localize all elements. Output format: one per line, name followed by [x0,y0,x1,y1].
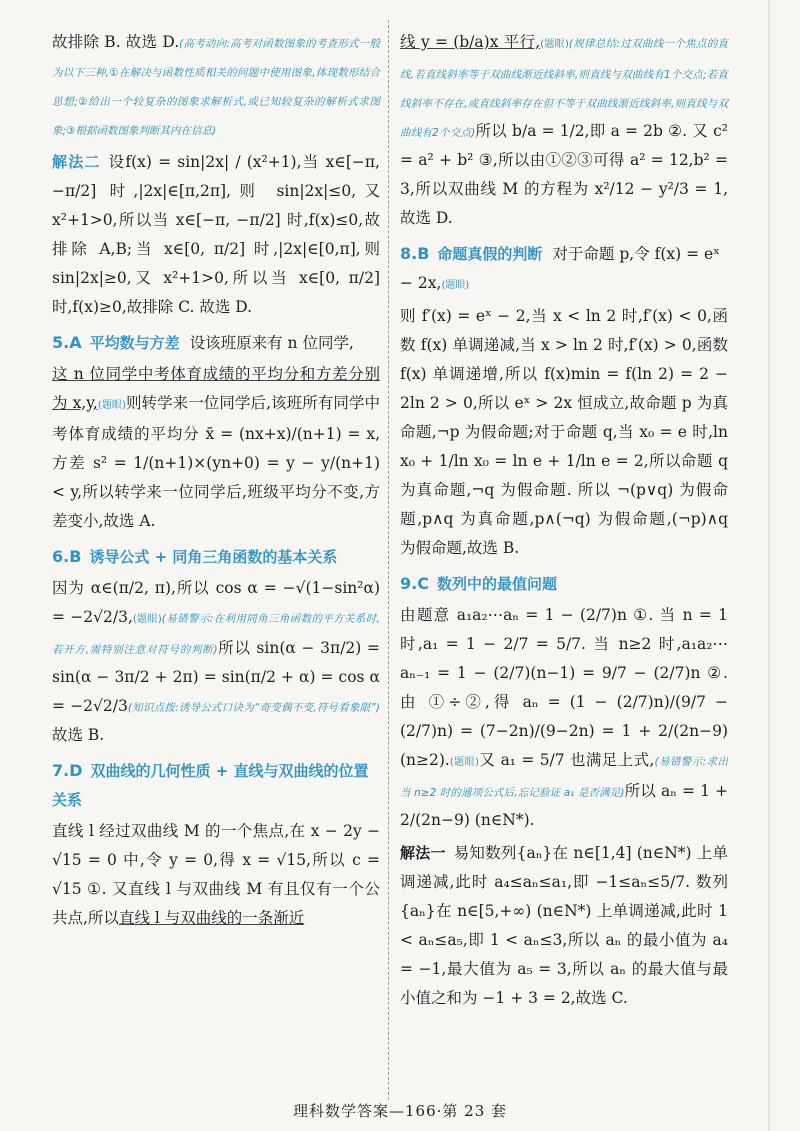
q6-heading [52,542,380,572]
left-column [52,28,380,937]
q9-body: 由题意 a₁a₂⋯aₙ = 1 − (2/7)n ①. 当 n = 1 时,a₁ = 1 − 2/7 = 5/7. 当 n≥2 时,a₁a₂⋯aₙ₋₁ = 1 − (2/7)(n−1) = 9/7 − (2/7)n ②. 由 ①÷②,得 aₙ = (1 − (2/7)n)/(9/7 − (2/7)n) = (7−2n)/(9−2n) = 1 + 2/(2n−9) (n≥2).(题眼)又 a₁ = 5/7 也满足上式,(易错警示:求出当 n≥2 时的通项公式后,忘记验证 a₁ 是否满足)所以 aₙ = 1 + 2/(2n−9) (n∈N*). [400,606,728,829]
q8-heading: 8.B 命题真假的判断 对于命题 p,令 f(x) = eˣ − 2x,(题眼) [400,244,720,292]
key-point-tag: (题眼) [449,757,479,768]
error-warning-note: (易错警示:求出当 n≥2 时的通项公式后,忘记验证 a₁ 是否满足) [400,756,728,799]
q5-topic: 平均数与方差 [89,334,180,352]
page-footer: 理科数学答案—166·第 23 套 [292,1102,508,1120]
q6-topic: 诱导公式 + 同角三角函数的基本关系 [89,548,338,566]
key-point-tag: (题眼) [97,400,126,411]
method-label: 解法二 [52,153,101,171]
q9-method-one: 解法一 易知数列{aₙ}在 n∈[1,4] (n∈N*) 上单调递减,此时 a₄≤aₙ≤a₁,即 −1≤aₙ≤5/7. 数列{aₙ}在 n∈[5,+∞) (n∈N*) 上单调递减,此时 1 < aₙ≤a₅,即 1 < aₙ≤3,所以 aₙ 的最小值为 a₄ = −1,最大值为 a₅ = 3,所以 aₙ 的最大值与最小值之和为 −1 + 3 = 2,故选 C. [400,844,728,1007]
q9-heading [400,569,728,599]
q7-body-right: 线 y = (b/a)x 平行,(题眼)(规律总结:过双曲线一个焦点的直线,若直线斜率等于双曲线渐近线斜率,则直线与双曲线有1个交点;若直线斜率不存在,或直线斜率存在但不等于双曲线渐近线斜率,则直线与双曲线有2个交点)所以 b/a = 1/2,即 a = 2b ②. 又 c² = a² + b² ③,所以由①②③可得 a² = 12,b² = 3,所以双曲线 M 的方程为 x²/12 − y²/3 = 1,故选 D. [400,33,728,227]
exam-trend-note: (高考动向:高考对函数图象的考查形式一般为以下三种,①在解决与函数性质相关的问题中使用图象,体现数形结合思想;②给出一个较复杂的图象求解析式,或已知较复杂的解析式求图象;③根据函数图象判断其内在信息) [52,38,380,137]
column-divider [388,20,389,1100]
q8-topic: 命题真假的判断 [437,245,543,263]
q7-number: 7.D [52,761,83,780]
q6-number: 6.B [52,547,82,566]
key-point-tag: (题眼) [441,280,470,291]
error-warning-note: (易错警示:在利用同角三角函数的平方关系时,若开方,需特别注意对符号的判断) [52,613,380,656]
method-label: 解法一 [400,844,446,862]
q9-topic: 数列中的最值问题 [436,575,557,593]
q7-topic: 双曲线的几何性质 + 直线与双曲线的位置关系 [52,762,369,809]
key-point-tag: (题眼) [540,39,569,50]
q8-number: 8.B [400,244,430,263]
q5-heading: 5.A 平均数与方差 设该班原来有 n 位同学, [52,333,354,352]
page-edge-shadow [768,0,770,1131]
q7-body-left: 直线 l 经过双曲线 M 的一个焦点,在 x − 2y − √15 = 0 中,令 y = 0,得 x = √15,所以 c = √15 ①. 又直线 l 与双曲线 M 有且仅有一个公共点,所以直线 l 与双曲线的一条渐近 [52,822,380,927]
rule-summary-note: (规律总结:过双曲线一个焦点的直线,若直线斜率等于双曲线渐近线斜率,则直线与双曲线有1个交点;若直线斜率不存在,或直线斜率存在但不等于双曲线渐近线斜率,则直线与双曲线有2个交点) [400,38,728,139]
knowledge-note: (知识点拨:诱导公式口诀为“奇变偶不变,符号看象限”) [127,702,380,714]
q5-number: 5.A [52,333,82,352]
right-column [400,28,728,1017]
q9-number: 9.C [400,574,429,593]
q6-body: 因为 α∈(π/2, π),所以 cos α = −√(1−sin²α) = −2√2/3,(题眼)(易错警示:在利用同角三角函数的平方关系时,若开方,需特别注意对符号的判断)所以 sin(α − 3π/2) = sin(α − 3π/2 + 2π) = sin(π/2 + α) = cos α = −2√2/3(知识点拨:诱导公式口诀为“奇变偶不变,符号看象限”)故选 B. [52,579,380,744]
q8-body: 则 f′(x) = eˣ − 2,当 x < ln 2 时,f′(x) < 0,函数 f(x) 单调递减,当 x > ln 2 时,f′(x) > 0,函数 f(x) 单调递增,所以 f(x)min = f(ln 2) = 2 − 2ln 2 > 0,所以 eˣ > 2x 恒成立,故命题 p 为真命题,¬p 为假命题;对于命题 q,当 x₀ = e 时,ln x₀ + 1/ln x₀ = ln e + 1/ln e = 2,所以命题 q 为真命题,¬q 为假命题. 所以 ¬(p∨q) 为假命题,p∧q 为真命题,p∧(¬q) 为假命题,(¬p)∧q 为假命题,故选 B. [400,307,728,557]
q4-ending: 故排除 B. 故选 D.(高考动向:高考对函数图象的考查形式一般为以下三种,①在解决与函数性质相关的问题中使用图象,体现数形结合思想;②给出一个较复杂的图象求解析式,或已知较复杂的解析式求图象;③根据函数图象判断其内在信息) [52,33,380,137]
q4-method-two: 解法二 设f(x) = sin|2x| / (x²+1),当 x∈[−π, −π/2] 时,|2x|∈[π,2π],则 sin|2x|≤0,又 x²+1>0,所以当 x∈[−π, −π/2] 时,f(x)≤0,故排除 A,B;当 x∈[0, π/2] 时,|2x|∈[0,π],则 sin|2x|≥0,又 x²+1>0,所以当 x∈[0, π/2] 时,f(x)≥0,故排除 C. 故选 D. [52,153,380,316]
q7-heading [52,756,380,815]
key-point-tag: (题眼) [132,614,162,625]
q5-body: 这 n 位同学中考体育成绩的平均分和方差分别为 x,y,(题眼)则转学来一位同学后,该班所有同学中考体育成绩的平均分 x̄ = (nx+x)/(n+1) = x,方差 s² = 1/(n+1)×(yn+0) = y − y/(n+1) < y,所以转学来一位同学后,班级平均分不变,方差变小,故选 A. [52,365,380,530]
